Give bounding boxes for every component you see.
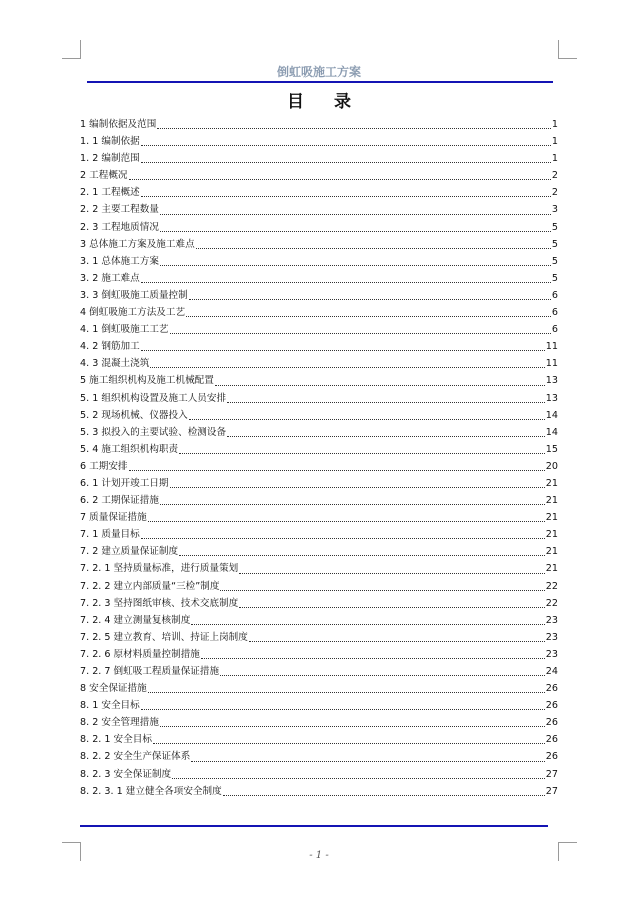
toc-entry-label: 3. 1 总体施工方案 [80,255,159,267]
toc-entry-page: 15 [545,443,558,455]
toc-entry-label: 2. 1 工程概述 [80,187,140,199]
toc-entry[interactable] [80,184,558,201]
toc-leader-dots [141,349,545,351]
toc-entry[interactable] [80,355,558,372]
toc-leader-dots [239,572,545,574]
page-number: - 1 - [309,850,329,861]
toc-entry[interactable] [80,372,558,389]
toc-leader-dots [189,418,545,420]
toc-entry[interactable] [80,509,558,526]
toc-leader-dots [129,469,545,471]
toc-entry-label: 3 总体施工方案及施工难点 [80,238,195,250]
toc-entry-label: 7. 2. 3 坚持图纸审核、技术交底制度 [80,597,239,609]
crop-mark-top-left [62,40,81,59]
toc-entry-page: 3 [551,204,558,216]
toc-entry-page: 2 [551,170,558,182]
toc-entry-label: 2. 3 工程地质情况 [80,221,159,233]
toc-entry-page: 1 [551,153,558,165]
toc-entry-page: 21 [545,495,558,507]
toc-entry-label: 7. 2. 5 建立教育、培训、持证上岗制度 [80,631,248,643]
toc-leader-dots [227,401,545,403]
toc-entry[interactable] [80,441,558,458]
toc-leader-dots [160,213,551,215]
toc-entry-page: 27 [545,785,558,797]
toc-entry-label: 1. 1 编制依据 [80,136,140,148]
toc-leader-dots [215,384,545,386]
toc-entry-page: 26 [545,751,558,763]
toc-entry-label: 4 倒虹吸施工方法及工艺 [80,307,186,319]
toc-entry-label: 7. 1 质量目标 [80,529,140,541]
toc-entry[interactable] [80,766,558,783]
toc-leader-dots [227,435,545,437]
toc-leader-dots [186,315,551,317]
toc-entry[interactable] [80,612,558,629]
toc-leader-dots [179,452,545,454]
toc-entry-page: 26 [545,683,558,695]
toc-entry-label: 1. 2 编制范围 [80,153,140,165]
toc-leader-dots [141,144,551,146]
toc-entry-label: 2. 2 主要工程数量 [80,204,159,216]
toc-entry-page: 14 [545,426,558,438]
toc-leader-dots [249,640,545,642]
toc-entry-label: 8. 2. 3 安全保证制度 [80,768,172,780]
toc-leader-dots [191,623,544,625]
toc-entry-label: 6. 2 工期保证措施 [80,495,159,507]
toc-entry[interactable] [80,578,558,595]
toc-entry-label: 5. 2 现场机械、仪器投入 [80,409,188,421]
toc-leader-dots [196,247,551,249]
toc-entry[interactable] [80,287,558,304]
toc-entry-label: 8. 2. 3. 1 建立健全各项安全制度 [80,785,222,797]
toc-entry-page: 23 [545,631,558,643]
toc-entry[interactable] [80,526,558,543]
toc-entry-page: 24 [545,666,558,677]
toc-leader-dots [160,503,545,505]
toc-leader-dots [153,742,545,744]
toc-leader-dots [170,332,551,334]
toc-leader-dots [157,127,551,129]
toc-entry-page: 27 [545,768,558,780]
toc-entry-page: 2 [551,187,558,199]
toc-leader-dots [179,554,545,556]
toc-entry[interactable] [80,680,558,697]
toc-entry-page: 6 [551,324,558,336]
toc-entry-label: 3. 2 施工难点 [80,272,140,284]
toc-entry[interactable] [80,543,558,560]
toc-leader-dots [191,760,544,762]
toc-entry[interactable] [80,304,558,321]
toc-entry-page: 23 [545,614,558,626]
toc-entry[interactable] [80,201,558,218]
toc-entry-page: 26 [545,734,558,746]
toc-entry-label: 7. 2. 6 原材料质量控制措施 [80,648,200,660]
crop-mark-top-right [558,40,577,59]
toc-entry-label: 5. 4 施工组织机构职责 [80,443,179,455]
toc-entry-page: 13 [545,375,558,387]
toc-entry-label: 4. 1 倒虹吸施工工艺 [80,324,169,336]
toc-entry[interactable] [80,560,558,577]
toc-entry[interactable] [80,475,558,492]
toc-entry[interactable] [80,270,558,287]
toc-leader-dots [223,794,545,796]
header-rule [87,81,553,83]
toc-entry-label: 5. 1 组织机构设置及施工人员安排 [80,392,227,404]
toc-entry[interactable] [80,167,558,184]
toc-entry-page: 6 [551,307,558,319]
toc-entry[interactable] [80,458,558,475]
toc-entry[interactable] [80,663,558,680]
toc-entry[interactable] [80,116,558,133]
toc-entry-label: 7. 2. 4 建立测量复核制度 [80,614,191,626]
toc-leader-dots [141,195,551,197]
toc-entry-label: 7. 2. 1 坚持质量标准，进行质量策划 [80,563,239,575]
toc-entry[interactable] [80,133,558,150]
toc-leader-dots [148,520,545,522]
toc-leader-dots [189,298,551,300]
toc-entry-label: 7. 2. 7 倒虹吸工程质量保证措施 [80,666,220,677]
toc-entry-page: 20 [545,460,558,472]
toc-entry[interactable] [80,492,558,509]
toc-entry-page: 11 [545,341,558,353]
toc-entry[interactable] [80,236,558,253]
toc-entry[interactable] [80,629,558,646]
toc-leader-dots [160,264,551,266]
toc-entry-label: 7 质量保证措施 [80,512,147,524]
toc-leader-dots [160,725,545,727]
toc-leader-dots [201,657,545,659]
toc-entry[interactable] [80,731,558,748]
table-of-contents [80,116,558,800]
toc-entry-page: 22 [545,580,558,592]
toc-leader-dots [129,178,551,180]
toc-leader-dots [141,708,545,710]
toc-entry-page: 21 [545,512,558,524]
toc-entry-label: 7. 2. 2 建立内部质量“三检”制度 [80,580,220,592]
toc-entry-page: 22 [545,597,558,609]
toc-leader-dots [141,537,545,539]
toc-title: 目录 [287,92,381,112]
toc-entry-page: 1 [551,119,558,130]
toc-entry-label: 6 工期安排 [80,460,128,472]
toc-entry-label: 6. 1 计划开竣工日期 [80,477,169,489]
toc-entry-label: 8. 2 安全管理措施 [80,717,159,729]
toc-entry-page: 23 [545,648,558,660]
toc-entry[interactable] [80,646,558,663]
toc-entry-page: 5 [551,221,558,233]
toc-leader-dots [239,606,545,608]
toc-entry-page: 21 [545,477,558,489]
toc-entry-page: 26 [545,700,558,712]
toc-entry-label: 5 施工组织机构及施工机械配置 [80,375,214,387]
toc-entry-page: 13 [545,392,558,404]
toc-entry-page: 5 [551,238,558,250]
toc-entry[interactable] [80,321,558,338]
toc-leader-dots [141,281,551,283]
toc-entry[interactable] [80,424,558,441]
toc-entry-page: 26 [545,717,558,729]
toc-leader-dots [220,674,545,676]
toc-entry-label: 4. 3 混凝土浇筑 [80,358,150,370]
footer-rule [80,825,548,827]
toc-entry[interactable] [80,219,558,236]
toc-entry-page: 5 [551,272,558,284]
toc-entry-label: 4. 2 钢筋加工 [80,341,140,353]
toc-entry-page: 1 [551,136,558,148]
toc-leader-dots [160,230,551,232]
toc-leader-dots [172,777,545,779]
toc-entry-page: 6 [551,289,558,301]
toc-entry-label: 5. 3 拟投入的主要试验、检测设备 [80,426,227,438]
toc-entry-label: 8 安全保证措施 [80,683,147,695]
toc-leader-dots [220,589,544,591]
toc-entry-page: 21 [545,529,558,541]
toc-entry[interactable] [80,338,558,355]
toc-leader-dots [148,691,545,693]
toc-entry-page: 11 [545,358,558,370]
toc-entry-label: 8. 2. 2 安全生产保证体系 [80,751,191,763]
toc-entry[interactable] [80,748,558,765]
toc-entry[interactable] [80,390,558,407]
toc-entry-label: 8. 1 安全目标 [80,700,140,712]
toc-entry[interactable] [80,253,558,270]
page-header-title: 倒虹吸施工方案 [276,65,361,79]
toc-leader-dots [150,366,544,368]
toc-entry-page: 21 [545,563,558,575]
toc-entry[interactable] [80,595,558,612]
toc-entry[interactable] [80,697,558,714]
toc-leader-dots [141,161,551,163]
toc-entry-label: 7. 2 建立质量保证制度 [80,546,179,558]
toc-entry-label: 3. 3 倒虹吸施工质量控制 [80,289,188,301]
toc-entry[interactable] [80,150,558,167]
toc-entry-label: 2 工程概况 [80,170,128,182]
toc-entry[interactable] [80,783,558,800]
toc-entry[interactable] [80,714,558,731]
toc-entry-label: 8. 2. 1 安全目标 [80,734,152,746]
toc-entry-page: 21 [545,546,558,558]
toc-entry[interactable] [80,407,558,424]
toc-entry-page: 5 [551,255,558,267]
toc-entry-label: 1 编制依据及范围 [80,119,157,130]
toc-entry-page: 14 [545,409,558,421]
toc-leader-dots [170,486,545,488]
